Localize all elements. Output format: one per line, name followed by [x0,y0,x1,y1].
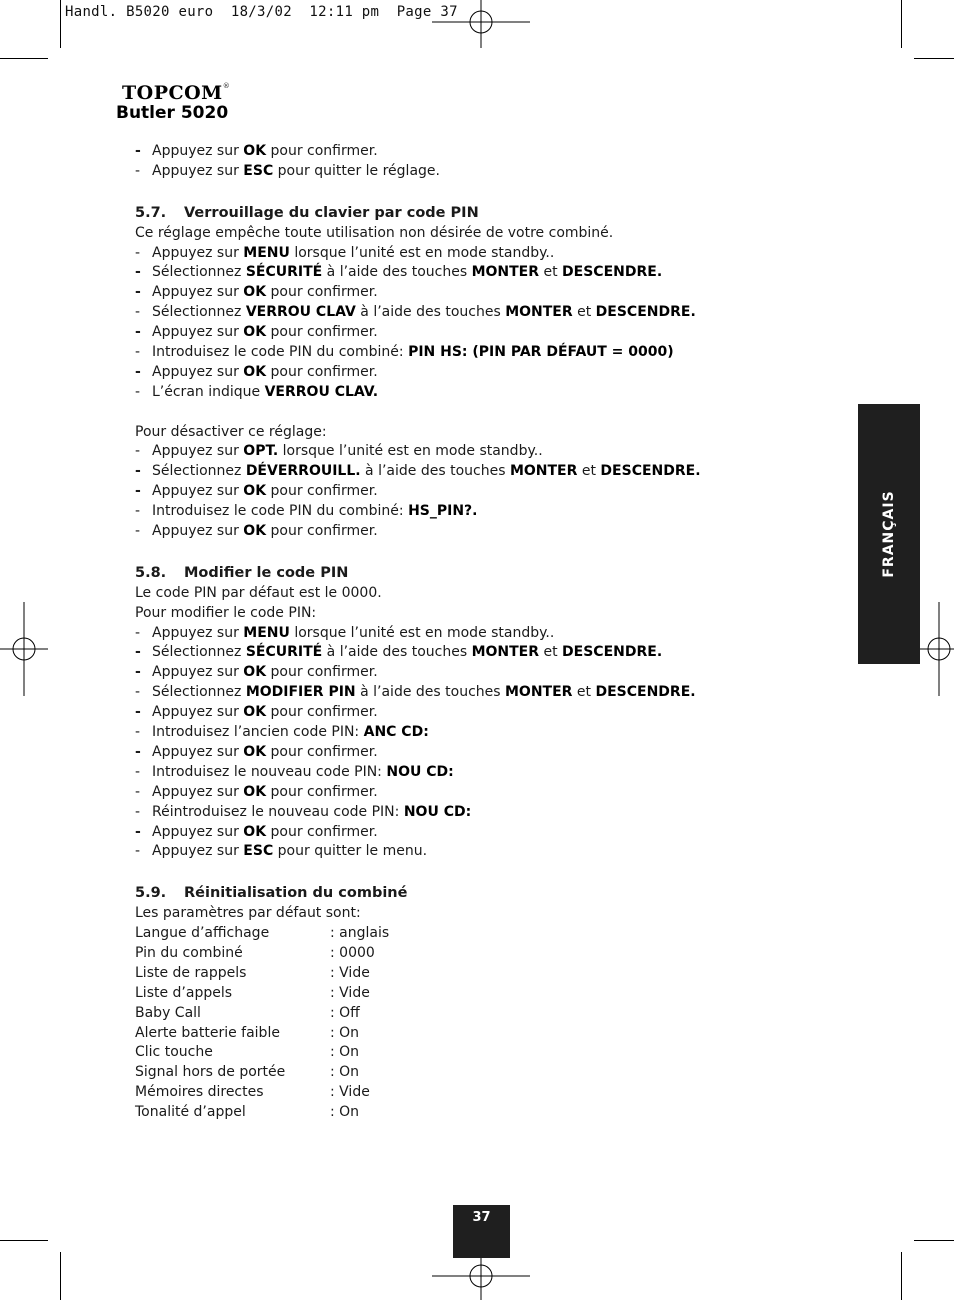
paragraph-line [135,604,835,624]
list-item [135,823,835,843]
text-segment: Sélectionnez [152,684,246,701]
text-segment: Pour modifier le code PIN: [135,604,317,621]
bold-term: ESC [243,162,274,179]
text-segment: pour quitter le réglage. [273,162,440,179]
default-setting-row [135,1043,835,1063]
bold-term: SÉCURITÉ [245,264,323,281]
text-segment: pour confirmer. [266,823,378,840]
text-segment: Appuyez sur [152,363,244,380]
paragraph-line [135,584,835,604]
paragraph-line [135,224,835,244]
bullet-dash: - [135,724,141,741]
list-item [135,643,835,663]
text-segment: Appuyez sur [152,624,244,641]
text-segment: Introduisez le code PIN du combiné: [152,503,409,520]
text-segment: lorsque l’unité est en mode standby.. [278,443,543,460]
text-segment: Appuyez sur [152,162,244,179]
default-setting-row [135,984,835,1004]
spacer [135,542,835,562]
text-segment: Introduisez le code PIN du combiné: [152,344,409,361]
list-item [135,624,835,644]
bullet-dash: - [135,843,141,860]
bullet-dash: - [135,284,141,301]
setting-value: : anglais [330,925,390,942]
default-setting-row [135,1063,835,1083]
trademark-symbol: ® [222,82,230,90]
list-item [135,142,835,162]
setting-name: Clic touche [135,1044,213,1061]
bold-term: OK [243,704,267,721]
spacer [135,403,835,423]
bullet-dash: - [135,743,141,760]
list-item [135,502,835,522]
setting-name: Alerte batterie faible [135,1024,280,1041]
text-segment: et [577,463,601,480]
manual-content [135,142,835,1123]
bold-term: MENU [243,244,290,261]
text-segment: Appuyez sur [152,823,244,840]
bullet-dash: - [135,664,141,681]
setting-value: : On [330,1104,360,1121]
text-segment: Appuyez sur [152,664,244,681]
bold-term: OK [243,743,267,760]
text-segment: Les paramètres par défaut sont: [135,905,361,922]
text-segment: pour confirmer. [266,324,378,341]
bold-term: HS_PIN?. [408,503,478,520]
text-segment: Appuyez sur [152,523,244,540]
list-item [135,842,835,862]
default-setting-row [135,944,835,964]
text-segment: Appuyez sur [152,324,244,341]
crop-mark [901,0,902,48]
logo-text: TOPCOM [122,82,223,104]
text-segment: Sélectionnez [152,264,246,281]
default-setting-row [135,1024,835,1044]
default-setting-row [135,964,835,984]
text-segment: à l’aide des touches [355,304,506,321]
list-item [135,703,835,723]
text-segment: Sélectionnez [152,304,246,321]
default-setting-row [135,924,835,944]
setting-value: : On [330,1064,360,1081]
setting-value: : Vide [330,984,370,1001]
bold-term: VERROU CLAV. [264,383,379,400]
crop-mark [914,58,954,59]
text-segment: Appuyez sur [152,143,244,159]
paragraph-line [135,904,835,924]
bullet-dash: - [135,463,141,480]
setting-value: : Vide [330,964,370,981]
bold-term: OPT. [243,443,279,460]
text-segment: pour quitter le menu. [273,843,428,860]
text-segment: Introduisez le nouveau code PIN: [152,763,387,780]
registration-mark-icon [0,602,48,696]
setting-name: Mémoires directes [135,1084,264,1101]
bold-term: OK [243,483,267,500]
list-item [135,323,835,343]
list-item [135,723,835,743]
list-item [135,482,835,502]
setting-value: : Off [330,1004,360,1021]
bold-term: DÉVERROUILL. [245,463,361,480]
bullet-dash: - [135,162,141,179]
bullet-dash: - [135,624,141,641]
text-segment: pour confirmer. [266,523,378,540]
text-segment: pour confirmer. [266,483,378,500]
bold-term: NOU CD: [403,803,472,820]
text-segment: pour confirmer. [266,284,378,301]
text-segment: Appuyez sur [152,704,244,721]
setting-value: : On [330,1024,360,1041]
crop-mark [60,1252,61,1300]
text-segment: et [539,644,563,661]
text-segment: pour confirmer. [266,704,378,721]
bullet-dash: - [135,264,141,281]
list-item [135,783,835,803]
list-item [135,763,835,783]
section-title: Modifier le code PIN [184,564,349,581]
crop-mark [914,1240,954,1241]
section-heading [135,882,835,904]
text-segment: Appuyez sur [152,783,244,800]
bullet-dash: - [135,383,141,400]
list-item [135,683,835,703]
bold-term: OK [243,324,267,341]
setting-name: Tonalité d’appel [135,1104,246,1121]
text-segment: et [572,684,596,701]
bullet-dash: - [135,684,141,701]
bullet-dash: - [135,704,141,721]
text-segment: Sélectionnez [152,644,246,661]
bold-term: VERROU CLAV [245,304,356,321]
section-number: 5.7. [135,204,167,221]
text-segment: L’écran indique [152,383,265,400]
setting-name: Langue d’affichage [135,925,270,942]
text-segment: Appuyez sur [152,443,244,460]
section-number: 5.9. [135,885,167,902]
text-segment: à l’aide des touches [322,264,472,281]
setting-value: : On [330,1044,360,1061]
list-item [135,263,835,283]
list-item [135,303,835,323]
bold-term: DESCENDRE. [562,264,663,281]
spacer [135,182,835,202]
text-segment: pour confirmer. [266,363,378,380]
text-segment: lorsque l’unité est en mode standby.. [289,624,555,641]
crop-mark [0,1240,48,1241]
bullet-dash: - [135,304,141,321]
list-item [135,442,835,462]
bold-term: ANC CD: [363,724,429,741]
bullet-dash: - [135,363,141,380]
bold-term: ESC [243,843,274,860]
crop-mark [901,1252,902,1300]
bold-term: DESCENDRE. [595,304,696,321]
text-segment: à l’aide des touches [355,684,505,701]
section-title: Verrouillage du clavier par code PIN [184,204,479,221]
bullet-dash: - [135,803,141,820]
setting-name: Liste de rappels [135,964,247,981]
bold-term: OK [243,823,267,840]
default-setting-row [135,1083,835,1103]
text-segment: Pour désactiver ce réglage: [135,423,327,440]
text-segment: Réintroduisez le nouveau code PIN: [152,803,404,820]
list-item [135,743,835,763]
bold-term: OK [243,523,267,540]
text-segment: à l’aide des touches [322,644,472,661]
bold-term: MONTER [471,644,540,661]
bold-term: DESCENDRE. [562,644,663,661]
setting-value: : Vide [330,1084,370,1101]
bold-term: PIN HS: (PIN PAR DÉFAUT = 0000) [408,344,674,361]
topcom-logo [122,82,230,104]
page-number: 37 [472,1210,491,1225]
list-item [135,363,835,383]
page-number-box [453,1205,510,1258]
bold-term: MONTER [509,463,578,480]
default-setting-row [135,1103,835,1123]
setting-value: : 0000 [330,944,375,961]
crop-mark [60,0,61,48]
text-segment: Introduisez l’ancien code PIN: [152,724,364,741]
bold-term: MONTER [505,684,573,701]
setting-name: Pin du combiné [135,944,243,961]
text-segment: pour confirmer. [266,143,378,159]
text-segment: à l’aide des touches [360,463,510,480]
bold-term: SÉCURITÉ [245,644,323,661]
bold-term: MENU [243,624,290,641]
bullet-dash: - [135,823,141,840]
text-segment: et [572,304,596,321]
text-segment: Appuyez sur [152,284,244,301]
registration-mark-icon [432,0,530,48]
bold-term: OK [243,363,267,380]
bullet-dash: - [135,503,141,520]
crop-mark [0,58,48,59]
list-item [135,162,835,182]
setting-name: Signal hors de portée [135,1064,286,1081]
text-segment: pour confirmer. [266,743,378,760]
text-segment: pour confirmer. [266,664,378,681]
list-item [135,522,835,542]
text-segment: Appuyez sur [152,244,244,261]
spacer [135,862,835,882]
bullet-dash: - [135,523,141,540]
list-item [135,244,835,264]
bullet-dash: - [135,443,141,460]
text-segment: Appuyez sur [152,843,244,860]
section-heading [135,202,835,224]
bold-term: OK [243,143,267,159]
section-number: 5.8. [135,564,167,581]
list-item [135,343,835,363]
bullet-dash: - [135,763,141,780]
bold-term: OK [243,284,267,301]
product-name: Butler 5020 [116,103,229,123]
registration-mark-icon [432,1252,530,1300]
bullet-dash: - [135,244,141,261]
text-segment: et [539,264,563,281]
text-segment: Sélectionnez [152,463,246,480]
list-item [135,283,835,303]
text-segment: lorsque l’unité est en mode standby.. [289,244,555,261]
text-segment: Ce réglage empêche toute utilisation non désirée de votre combiné. [135,224,614,241]
print-slug: Handl. B5020 euro 18/3/02 12:11 pm Page 37 [65,4,458,20]
bold-term: DESCENDRE. [600,463,701,480]
section-heading [135,562,835,584]
bullet-dash: - [135,783,141,800]
setting-name: Liste d’appels [135,984,233,1001]
language-tab [858,404,920,664]
bold-term: DESCENDRE. [595,684,696,701]
bold-term: MODIFIER PIN [245,684,356,701]
text-segment: pour confirmer. [266,783,378,800]
bullet-dash: - [135,143,141,159]
paragraph-line [135,423,835,443]
bold-term: MONTER [505,304,573,321]
list-item [135,383,835,403]
bold-term: OK [243,783,267,800]
language-tab-label: FRANÇAIS [881,490,897,578]
default-setting-row [135,1004,835,1024]
list-item [135,803,835,823]
bullet-dash: - [135,483,141,500]
text-segment: Appuyez sur [152,743,244,760]
bullet-dash: - [135,344,141,361]
bullet-dash: - [135,644,141,661]
section-title: Réinitialisation du combiné [184,885,408,902]
bold-term: MONTER [471,264,540,281]
bold-term: OK [243,664,267,681]
setting-name: Baby Call [135,1004,201,1021]
list-item [135,663,835,683]
text-segment: Le code PIN par défaut est le 0000. [135,584,382,601]
list-item [135,462,835,482]
registration-mark-icon [914,602,954,696]
bold-term: NOU CD: [386,763,454,780]
text-segment: Appuyez sur [152,483,244,500]
bullet-dash: - [135,324,141,341]
